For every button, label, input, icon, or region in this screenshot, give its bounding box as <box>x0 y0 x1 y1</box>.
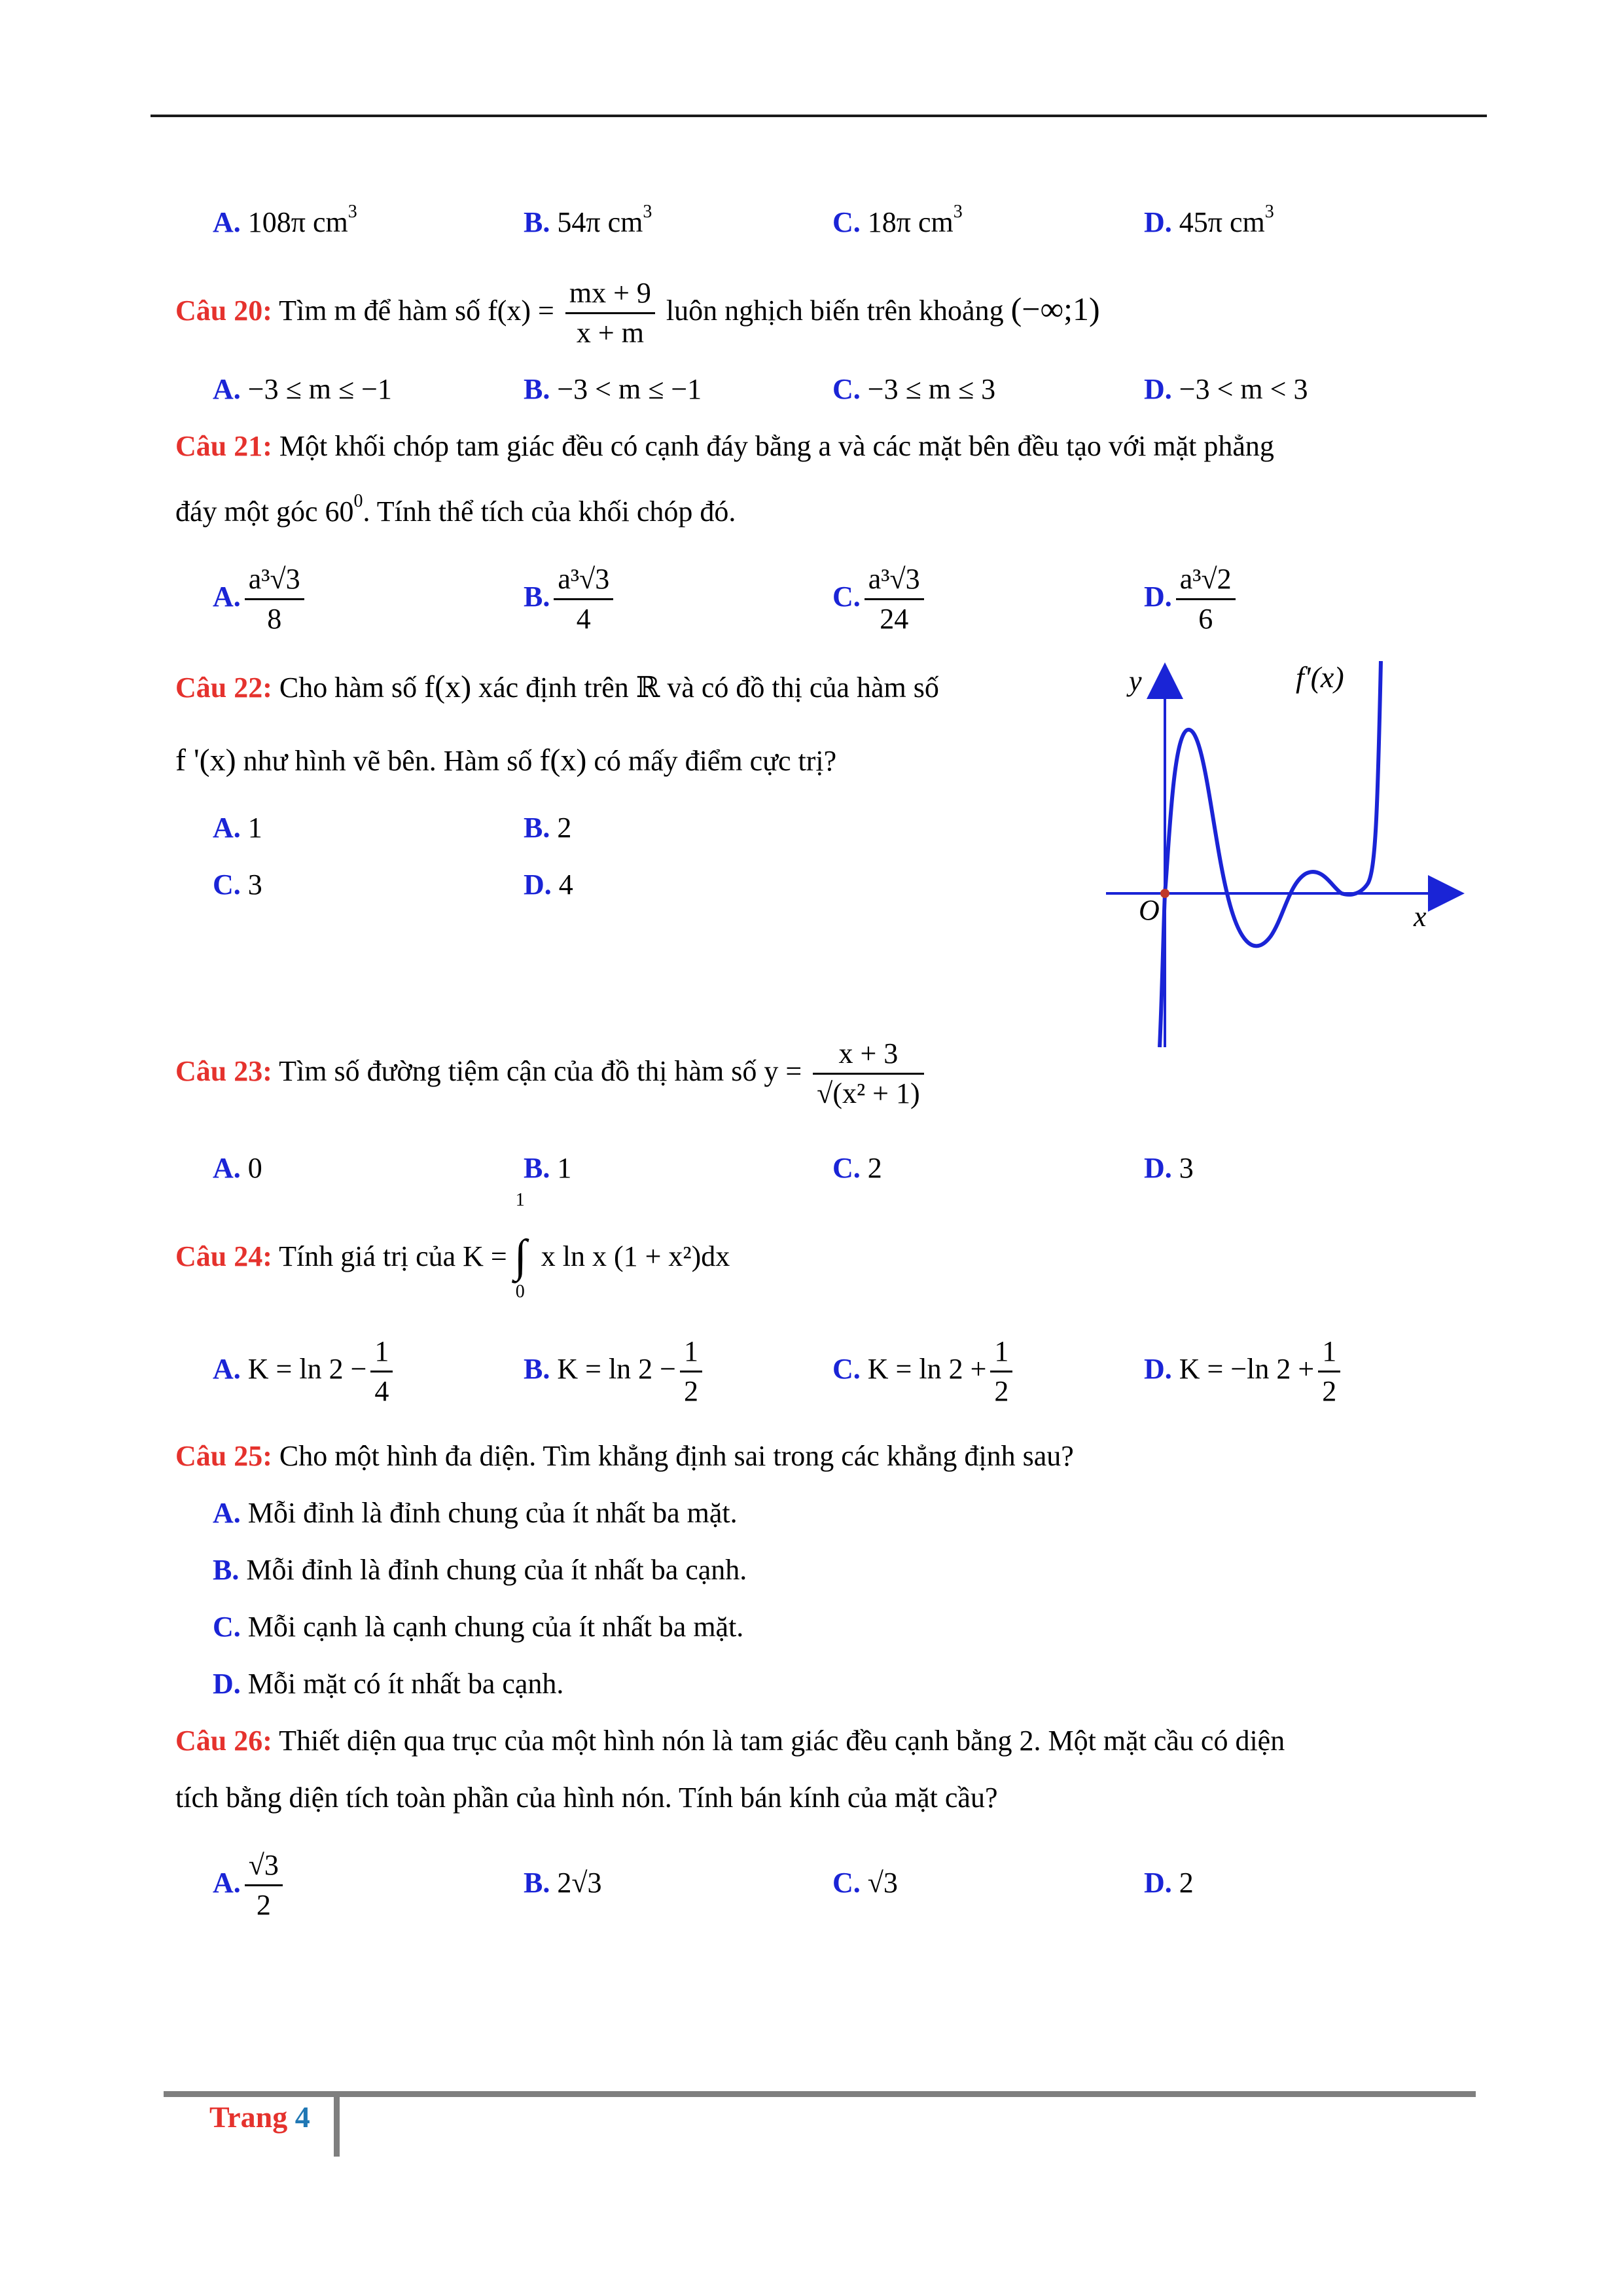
q22-stem-line1: Câu 22: Cho hàm số f(x) xác định trên ℝ và có đồ thị của hàm số <box>175 670 939 704</box>
q26-stem-line1: Câu 26: Thiết diện qua trục của một hình nón là tam giác đều cạnh bằng 2. Một mặt cầu có diện <box>175 1725 1285 1757</box>
q22-option-a: A. 1 <box>213 812 262 844</box>
q20-option-a: A. −3 ≤ m ≤ −1 <box>213 373 392 405</box>
q21-option-a: A. $\frac{\text{a³√3}}{8}$ <box>213 556 308 638</box>
q22-option-b: B. 2 <box>524 812 572 844</box>
footer-divider <box>334 2091 340 2157</box>
derivative-graph <box>1099 661 1466 1054</box>
q19-option-b: B. 54π $cm^3$ <box>524 202 652 238</box>
q21-option-d: D. $\frac{\text{a³√2}}{6}$ <box>1144 556 1240 638</box>
integral-sign: 1 ∫ 0 <box>514 1190 527 1302</box>
q26-option-a: A. $\frac{√3}{2}$ <box>213 1842 287 1924</box>
q25-option-a: A. Mỗi đỉnh là đỉnh chung của ít nhất ba mặt. <box>213 1497 738 1529</box>
q25-stem: Câu 25: Cho một hình đa diện. Tìm khẳng định sai trong các khẳng định sau? <box>175 1440 1074 1472</box>
q23-option-d: D. 3 <box>1144 1152 1194 1184</box>
q25-option-d: D. Mỗi mặt có ít nhất ba cạnh. <box>213 1668 564 1700</box>
q20-option-c: C. −3 ≤ m ≤ 3 <box>832 373 996 405</box>
q24-option-a: A. K = ln 2 − $\frac{1}{4}$ <box>213 1329 397 1410</box>
q26-stem-line2: tích bằng diện tích toàn phần của hình nón. Tính bán kính của mặt cầu? <box>175 1782 998 1814</box>
q25-option-c: C. Mỗi cạnh là cạnh chung của ít nhất ba mặt. <box>213 1611 744 1643</box>
q21-option-c: C. $\frac{\text{a³√3}}{24}$ <box>832 556 928 638</box>
q21-option-b: B. $\frac{\text{a³√3}}{4}$ <box>524 556 617 638</box>
q19-option-c: C. 18π $cm^3$ <box>832 202 963 238</box>
header-rule <box>151 115 1487 117</box>
footer-rule <box>164 2091 1476 2097</box>
q24-option-d: D. K = −ln 2 + $\frac{1}{2}$ <box>1144 1329 1344 1410</box>
q19-option-d: D. 45π $cm^3$ <box>1144 202 1274 238</box>
q24-stem: Câu 24: Tính giá trị của K = 1 ∫ 0 x ln x (1 + x²)dx <box>175 1190 730 1302</box>
curve-label: f'(x) <box>1296 661 1344 694</box>
q26-option-d: D. 2 <box>1144 1867 1194 1899</box>
q23-stem: Câu 23: Tìm số đường tiệm cận của đồ thị hàm số y = $\frac{x + 3}{\text{√(x² + 1)}}$ <box>175 1031 928 1113</box>
q24-option-c: C. K = ln 2 + $\frac{1}{2}$ <box>832 1329 1016 1410</box>
q20-stem: Câu 20: Tìm m để hàm số f(x) = $\frac{mx + 9}{x + m}$ luôn nghịch biến trên khoảng (−∞;1) <box>175 268 1100 352</box>
q26-option-b: B. 2√3 <box>524 1867 602 1899</box>
q23-option-b: B. 1 <box>524 1152 572 1184</box>
q20-fraction: $\frac{mx + 9}{x + m}$ <box>565 274 655 352</box>
q19-option-a: A. 108π $cm^3$ <box>213 202 357 238</box>
q25-option-b: B. Mỗi đỉnh là đỉnh chung của ít nhất ba cạnh. <box>213 1554 747 1586</box>
q22-option-d: D. 4 <box>524 869 573 901</box>
q20-option-b: B. −3 < m ≤ −1 <box>524 373 702 405</box>
q22-option-c: C. 3 <box>213 869 262 901</box>
q23-option-c: C. 2 <box>832 1152 882 1184</box>
x-axis-label: x <box>1414 901 1427 933</box>
q23-option-a: A. 0 <box>213 1152 262 1184</box>
q20-option-d: D. −3 < m < 3 <box>1144 373 1308 405</box>
origin-label: O <box>1139 894 1160 926</box>
q22-stem-line2: f '(x) như hình vẽ bên. Hàm số f(x) có mấy điểm cực trị? <box>175 743 837 778</box>
origin-point <box>1160 889 1169 898</box>
q21-stem-line1: Câu 21: Một khối chóp tam giác đều có cạnh đáy bằng a và các mặt bên đều tạo với mặt phẳng <box>175 430 1274 462</box>
derivative-curve <box>1160 661 1381 1047</box>
q23-fraction: $\frac{x + 3}{\text{√(x² + 1)}}$ <box>813 1035 923 1113</box>
page-number: Trang 4 <box>209 2100 310 2134</box>
q21-stem-line2: đáy một góc $60^0$. Tính thể tích của khối chóp đó. <box>175 491 736 528</box>
q24-option-b: B. K = ln 2 − $\frac{1}{2}$ <box>524 1329 706 1410</box>
y-axis-label: y <box>1129 665 1142 697</box>
q26-option-c: C. √3 <box>832 1867 898 1899</box>
